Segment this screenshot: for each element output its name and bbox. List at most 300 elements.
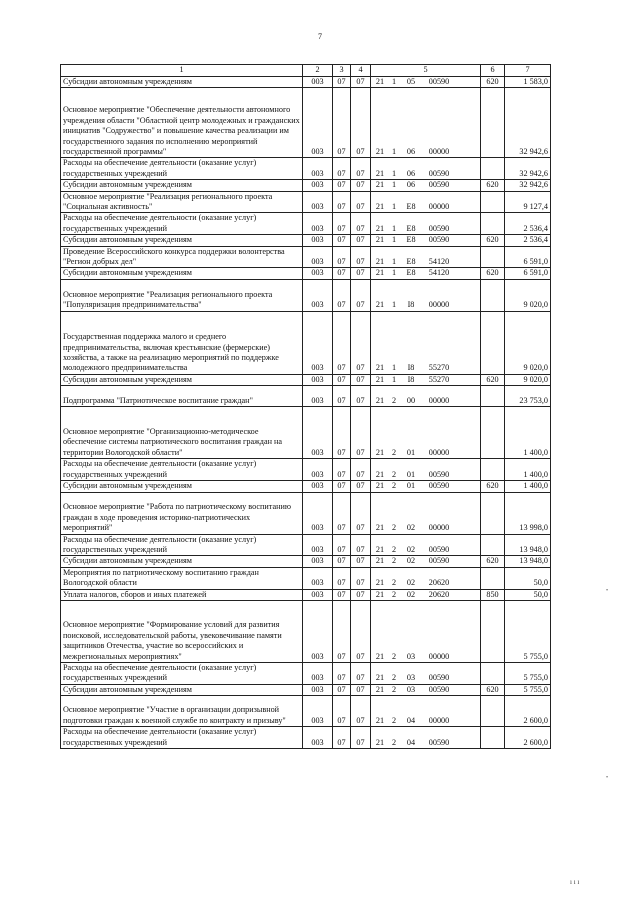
subprogram-code: 2 — [391, 523, 397, 533]
amount-cell: 5 755,0 — [505, 684, 551, 695]
measure-code: 06 — [406, 168, 416, 178]
expense-type-cell — [481, 459, 505, 481]
header-col-3: 3 — [333, 65, 351, 77]
target-article-cell — [371, 88, 481, 158]
direction-code: 00590 — [428, 556, 450, 566]
item-name-cell: Основное мероприятие "Работа по патриотическому воспитанию граждан в ходе проведения историко-патриотических мероприятий" — [61, 492, 303, 534]
target-article-cell — [371, 567, 481, 589]
admin-code-cell: 003 — [303, 158, 333, 180]
subsection-code-cell: 07 — [351, 481, 371, 492]
admin-code-cell: 003 — [303, 600, 333, 662]
section-code-cell: 07 — [333, 158, 351, 180]
item-name-cell: Субсидии автономным учреждениям — [61, 556, 303, 567]
table-row — [61, 589, 551, 600]
target-article-cell — [371, 311, 481, 374]
program-code: 21 — [375, 77, 385, 86]
table-row — [61, 213, 551, 235]
item-name-cell: Государственная поддержка малого и среднего предпринимательства, включая крестьянские (фермерские) хозяйства, а также на реализацию мероприятий по поддержке молодежного предпринимательства — [61, 311, 303, 374]
target-article-cell — [371, 77, 481, 88]
subprogram-code: 2 — [391, 544, 397, 554]
margin-mark: • — [606, 775, 609, 781]
admin-code-cell: 003 — [303, 567, 333, 589]
subsection-code-cell: 07 — [351, 589, 371, 600]
expense-type-cell — [481, 696, 505, 727]
amount-cell: 13 998,0 — [505, 492, 551, 534]
measure-code: 06 — [406, 180, 416, 190]
admin-code-cell: 003 — [303, 386, 333, 407]
subsection-code-cell: 07 — [351, 534, 371, 556]
amount-cell: 32 942,6 — [505, 88, 551, 158]
section-code-cell: 07 — [333, 492, 351, 534]
subprogram-code: 1 — [391, 202, 397, 212]
expense-type-cell: 620 — [481, 374, 505, 385]
item-name-cell: Расходы на обеспечение деятельности (оказание услуг) государственных учреждений — [61, 662, 303, 684]
amount-cell: 2 536,4 — [505, 213, 551, 235]
target-article-cell — [371, 268, 481, 279]
direction-code: 00590 — [428, 223, 450, 233]
admin-code-cell: 003 — [303, 727, 333, 749]
direction-code: 00590 — [428, 469, 450, 479]
admin-code-cell: 003 — [303, 311, 333, 374]
item-name-cell: Проведение Всероссийского конкурса поддержки волонтерства "Регион добрых дел" — [61, 246, 303, 268]
program-code: 21 — [375, 235, 385, 245]
program-code: 21 — [375, 395, 385, 405]
target-article-cell — [371, 600, 481, 662]
amount-cell: 2 600,0 — [505, 727, 551, 749]
admin-code-cell: 003 — [303, 180, 333, 191]
admin-code-cell: 003 — [303, 481, 333, 492]
section-code-cell: 07 — [333, 684, 351, 695]
subprogram-code: 1 — [391, 300, 397, 310]
direction-code: 54120 — [428, 257, 450, 267]
amount-cell: 1 400,0 — [505, 459, 551, 481]
measure-code: I8 — [407, 363, 415, 373]
admin-code-cell: 003 — [303, 77, 333, 88]
direction-code: 00000 — [428, 651, 450, 661]
direction-code: 20620 — [428, 589, 450, 599]
subsection-code-cell: 07 — [351, 77, 371, 88]
admin-code-cell: 003 — [303, 246, 333, 268]
admin-code-cell: 003 — [303, 662, 333, 684]
admin-code-cell: 003 — [303, 696, 333, 727]
measure-code: 04 — [406, 737, 416, 747]
table-row — [61, 534, 551, 556]
target-article-cell — [371, 556, 481, 567]
target-article-cell — [371, 727, 481, 749]
direction-code: 00590 — [428, 684, 450, 694]
footer-mark: ı ı ı — [570, 878, 580, 886]
program-code: 21 — [375, 202, 385, 212]
target-article-cell — [371, 191, 481, 213]
subsection-code-cell: 07 — [351, 600, 371, 662]
amount-cell: 2 536,4 — [505, 235, 551, 246]
target-article-cell — [371, 235, 481, 246]
expense-type-cell — [481, 407, 505, 459]
direction-code: 00000 — [428, 300, 450, 310]
measure-code: E8 — [406, 223, 416, 233]
expense-type-cell — [481, 158, 505, 180]
target-article-cell — [371, 696, 481, 727]
direction-code: 00590 — [428, 235, 450, 245]
program-code: 21 — [375, 180, 385, 190]
amount-cell: 1 400,0 — [505, 407, 551, 459]
measure-code: E8 — [406, 268, 416, 278]
section-code-cell: 07 — [333, 589, 351, 600]
program-code: 21 — [375, 651, 385, 661]
program-code: 21 — [375, 469, 385, 479]
subprogram-code: 2 — [391, 469, 397, 479]
expense-type-cell: 620 — [481, 684, 505, 695]
section-code-cell: 07 — [333, 567, 351, 589]
margin-mark: • — [606, 588, 609, 594]
measure-code: 06 — [406, 147, 416, 156]
subprogram-code: 2 — [391, 715, 397, 725]
subprogram-code: 2 — [391, 578, 397, 588]
subprogram-code: 1 — [391, 363, 397, 373]
direction-code: 00000 — [428, 523, 450, 533]
admin-code-cell: 003 — [303, 589, 333, 600]
section-code-cell: 07 — [333, 374, 351, 385]
subsection-code-cell: 07 — [351, 88, 371, 158]
expense-type-cell: 620 — [481, 77, 505, 88]
amount-cell: 1 583,0 — [505, 77, 551, 88]
section-code-cell: 07 — [333, 386, 351, 407]
amount-cell: 32 942,6 — [505, 180, 551, 191]
measure-code: 03 — [406, 673, 416, 683]
direction-code: 00590 — [428, 737, 450, 747]
subprogram-code: 1 — [391, 235, 397, 245]
table-row — [61, 481, 551, 492]
subprogram-code: 2 — [391, 589, 397, 599]
table-row — [61, 684, 551, 695]
table-row — [61, 459, 551, 481]
subsection-code-cell: 07 — [351, 407, 371, 459]
subprogram-code: 2 — [391, 481, 397, 491]
subsection-code-cell: 07 — [351, 191, 371, 213]
item-name-cell: Субсидии автономным учреждениям — [61, 235, 303, 246]
subprogram-code: 1 — [391, 168, 397, 178]
section-code-cell: 07 — [333, 180, 351, 191]
program-code: 21 — [375, 447, 385, 457]
expense-type-cell — [481, 534, 505, 556]
measure-code: I8 — [407, 374, 415, 384]
table-row — [61, 88, 551, 158]
target-article-cell — [371, 684, 481, 695]
direction-code: 00000 — [428, 202, 450, 212]
measure-code: 00 — [406, 395, 416, 405]
subsection-code-cell: 07 — [351, 556, 371, 567]
program-code: 21 — [375, 589, 385, 599]
measure-code: E8 — [406, 235, 416, 245]
program-code: 21 — [375, 363, 385, 373]
table-row — [61, 374, 551, 385]
item-name-cell: Субсидии автономным учреждениям — [61, 481, 303, 492]
admin-code-cell: 003 — [303, 213, 333, 235]
section-code-cell: 07 — [333, 88, 351, 158]
program-code: 21 — [375, 374, 385, 384]
measure-code: 01 — [406, 469, 416, 479]
subprogram-code: 1 — [391, 180, 397, 190]
measure-code: 02 — [406, 523, 416, 533]
target-article-cell — [371, 407, 481, 459]
table-row — [61, 246, 551, 268]
measure-code: 01 — [406, 447, 416, 457]
direction-code: 55270 — [428, 374, 450, 384]
section-code-cell: 07 — [333, 191, 351, 213]
amount-cell: 9 020,0 — [505, 374, 551, 385]
subprogram-code: 1 — [391, 374, 397, 384]
table-row — [61, 386, 551, 407]
target-article-cell — [371, 481, 481, 492]
item-name-cell: Основное мероприятие "Участие в организации допризывной подготовки граждан к военной службе по контракту и призыву" — [61, 696, 303, 727]
item-name-cell: Подпрограмма "Патриотическое воспитание граждан" — [61, 386, 303, 407]
admin-code-cell: 003 — [303, 235, 333, 246]
direction-code: 00590 — [428, 180, 450, 190]
subprogram-code: 1 — [391, 147, 397, 156]
amount-cell: 9 020,0 — [505, 311, 551, 374]
item-name-cell: Уплата налогов, сборов и иных платежей — [61, 589, 303, 600]
table-row — [61, 407, 551, 459]
program-code: 21 — [375, 673, 385, 683]
program-code: 21 — [375, 556, 385, 566]
target-article-cell — [371, 459, 481, 481]
direction-code: 54120 — [428, 268, 450, 278]
program-code: 21 — [375, 481, 385, 491]
subprogram-code: 2 — [391, 651, 397, 661]
measure-code: 04 — [406, 715, 416, 725]
program-code: 21 — [375, 544, 385, 554]
target-article-cell — [371, 279, 481, 311]
header-col-6: 6 — [481, 65, 505, 77]
section-code-cell: 07 — [333, 77, 351, 88]
program-code: 21 — [375, 684, 385, 694]
program-code: 21 — [375, 578, 385, 588]
amount-cell: 50,0 — [505, 589, 551, 600]
amount-cell: 13 948,0 — [505, 556, 551, 567]
admin-code-cell: 003 — [303, 279, 333, 311]
program-code: 21 — [375, 168, 385, 178]
item-name-cell: Расходы на обеспечение деятельности (оказание услуг) государственных учреждений — [61, 158, 303, 180]
header-col-4: 4 — [351, 65, 371, 77]
table-row — [61, 567, 551, 589]
admin-code-cell: 003 — [303, 556, 333, 567]
header-col-5: 5 — [371, 65, 481, 77]
subsection-code-cell: 07 — [351, 567, 371, 589]
amount-cell: 2 600,0 — [505, 696, 551, 727]
subprogram-code: 2 — [391, 684, 397, 694]
amount-cell: 23 753,0 — [505, 386, 551, 407]
direction-code: 00590 — [428, 673, 450, 683]
amount-cell: 32 942,6 — [505, 158, 551, 180]
admin-code-cell: 003 — [303, 407, 333, 459]
subsection-code-cell: 07 — [351, 235, 371, 246]
measure-code: I8 — [407, 300, 415, 310]
measure-code: 05 — [406, 77, 416, 86]
subsection-code-cell: 07 — [351, 311, 371, 374]
subsection-code-cell: 07 — [351, 696, 371, 727]
amount-cell: 9 020,0 — [505, 279, 551, 311]
expense-type-cell — [481, 492, 505, 534]
header-col-1: 1 — [61, 65, 303, 77]
section-code-cell: 07 — [333, 662, 351, 684]
target-article-cell — [371, 180, 481, 191]
section-code-cell: 07 — [333, 235, 351, 246]
amount-cell: 50,0 — [505, 567, 551, 589]
measure-code: 01 — [406, 481, 416, 491]
subprogram-code: 1 — [391, 223, 397, 233]
table-row — [61, 556, 551, 567]
direction-code: 00590 — [428, 77, 450, 86]
expense-type-cell — [481, 246, 505, 268]
item-name-cell: Основное мероприятие "Обеспечение деятельности автономного учреждения области "Областной центр молодежных и гражданских инициатив "Содружество" и повышение качества реализации им государственного задания по исполнению мероприятий государственной программы" — [61, 88, 303, 158]
admin-code-cell: 003 — [303, 374, 333, 385]
section-code-cell: 07 — [333, 407, 351, 459]
table-row — [61, 311, 551, 374]
section-code-cell: 07 — [333, 556, 351, 567]
target-article-cell — [371, 534, 481, 556]
subsection-code-cell: 07 — [351, 268, 371, 279]
admin-code-cell: 003 — [303, 492, 333, 534]
expense-type-cell — [481, 567, 505, 589]
expense-type-cell: 620 — [481, 268, 505, 279]
item-name-cell: Расходы на обеспечение деятельности (оказание услуг) государственных учреждений — [61, 459, 303, 481]
item-name-cell: Субсидии автономным учреждениям — [61, 684, 303, 695]
subsection-code-cell: 07 — [351, 459, 371, 481]
target-article-cell — [371, 158, 481, 180]
amount-cell: 1 400,0 — [505, 481, 551, 492]
subsection-code-cell: 07 — [351, 727, 371, 749]
section-code-cell: 07 — [333, 481, 351, 492]
section-code-cell: 07 — [333, 268, 351, 279]
expense-type-cell — [481, 311, 505, 374]
target-article-cell — [371, 386, 481, 407]
item-name-cell: Субсидии автономным учреждениям — [61, 77, 303, 88]
measure-code: 02 — [406, 578, 416, 588]
table-row — [61, 279, 551, 311]
table-row — [61, 268, 551, 279]
table-row — [61, 158, 551, 180]
budget-table — [60, 64, 551, 749]
section-code-cell: 07 — [333, 696, 351, 727]
subsection-code-cell: 07 — [351, 492, 371, 534]
table-header-row — [61, 65, 551, 77]
measure-code: E8 — [406, 202, 416, 212]
measure-code: 03 — [406, 684, 416, 694]
item-name-cell: Расходы на обеспечение деятельности (оказание услуг) государственных учреждений — [61, 213, 303, 235]
measure-code: 03 — [406, 651, 416, 661]
table-row — [61, 492, 551, 534]
target-article-cell — [371, 589, 481, 600]
section-code-cell: 07 — [333, 311, 351, 374]
subprogram-code: 2 — [391, 556, 397, 566]
direction-code: 00590 — [428, 168, 450, 178]
subprogram-code: 1 — [391, 77, 397, 86]
admin-code-cell: 003 — [303, 88, 333, 158]
subsection-code-cell: 07 — [351, 213, 371, 235]
expense-type-cell: 850 — [481, 589, 505, 600]
subprogram-code: 2 — [391, 395, 397, 405]
expense-type-cell: 620 — [481, 180, 505, 191]
direction-code: 55270 — [428, 363, 450, 373]
item-name-cell: Субсидии автономным учреждениям — [61, 374, 303, 385]
amount-cell: 13 948,0 — [505, 534, 551, 556]
direction-code: 00000 — [428, 147, 450, 156]
expense-type-cell: 620 — [481, 235, 505, 246]
item-name-cell: Расходы на обеспечение деятельности (оказание услуг) государственных учреждений — [61, 727, 303, 749]
subsection-code-cell: 07 — [351, 246, 371, 268]
header-col-7: 7 — [505, 65, 551, 77]
admin-code-cell: 003 — [303, 459, 333, 481]
admin-code-cell: 003 — [303, 534, 333, 556]
amount-cell: 6 591,0 — [505, 246, 551, 268]
table-row — [61, 180, 551, 191]
direction-code: 00590 — [428, 544, 450, 554]
section-code-cell: 07 — [333, 534, 351, 556]
subsection-code-cell: 07 — [351, 662, 371, 684]
header-col-2: 2 — [303, 65, 333, 77]
item-name-cell: Мероприятия по патриотическому воспитанию граждан Вологодской области — [61, 567, 303, 589]
program-code: 21 — [375, 257, 385, 267]
section-code-cell: 07 — [333, 246, 351, 268]
item-name-cell: Расходы на обеспечение деятельности (оказание услуг) государственных учреждений — [61, 534, 303, 556]
table-row — [61, 235, 551, 246]
item-name-cell: Основное мероприятие "Реализация регионального проекта "Популяризация предпринимательства" — [61, 279, 303, 311]
subsection-code-cell: 07 — [351, 180, 371, 191]
target-article-cell — [371, 374, 481, 385]
program-code: 21 — [375, 223, 385, 233]
expense-type-cell — [481, 213, 505, 235]
program-code: 21 — [375, 737, 385, 747]
table-row — [61, 600, 551, 662]
expense-type-cell — [481, 279, 505, 311]
item-name-cell: Субсидии автономным учреждениям — [61, 268, 303, 279]
expense-type-cell — [481, 191, 505, 213]
direction-code: 20620 — [428, 578, 450, 588]
program-code: 21 — [375, 300, 385, 310]
target-article-cell — [371, 246, 481, 268]
subsection-code-cell: 07 — [351, 279, 371, 311]
direction-code: 00000 — [428, 447, 450, 457]
amount-cell: 6 591,0 — [505, 268, 551, 279]
item-name-cell: Основное мероприятие "Организационно-методическое обеспечение системы патриотического воспитания граждан на территории Вологодской области" — [61, 407, 303, 459]
program-code: 21 — [375, 147, 385, 156]
section-code-cell: 07 — [333, 279, 351, 311]
subprogram-code: 2 — [391, 673, 397, 683]
direction-code: 00000 — [428, 395, 450, 405]
section-code-cell: 07 — [333, 727, 351, 749]
program-code: 21 — [375, 715, 385, 725]
item-name-cell: Основное мероприятие "Реализация регионального проекта "Социальная активность" — [61, 191, 303, 213]
expense-type-cell — [481, 600, 505, 662]
admin-code-cell: 003 — [303, 191, 333, 213]
target-article-cell — [371, 662, 481, 684]
expense-type-cell — [481, 88, 505, 158]
table-row — [61, 77, 551, 88]
expense-type-cell — [481, 386, 505, 407]
subsection-code-cell: 07 — [351, 158, 371, 180]
admin-code-cell: 003 — [303, 268, 333, 279]
target-article-cell — [371, 213, 481, 235]
subsection-code-cell: 07 — [351, 684, 371, 695]
measure-code: 02 — [406, 556, 416, 566]
subprogram-code: 2 — [391, 447, 397, 457]
item-name-cell: Субсидии автономным учреждениям — [61, 180, 303, 191]
subsection-code-cell: 07 — [351, 374, 371, 385]
program-code: 21 — [375, 523, 385, 533]
measure-code: 02 — [406, 589, 416, 599]
table-row — [61, 696, 551, 727]
program-code: 21 — [375, 268, 385, 278]
